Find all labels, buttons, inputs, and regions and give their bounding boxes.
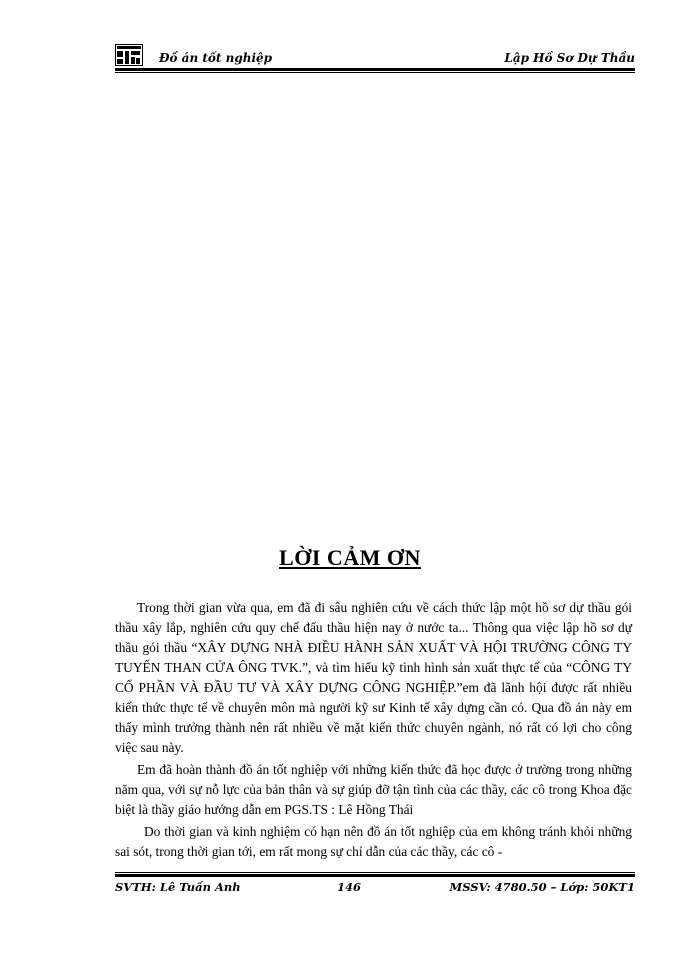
page-header [115, 44, 635, 68]
paragraph: Trong thời gian vừa qua, em đã đi sâu nghiên cứu về cách thức lập một hồ sơ dự thầu gói thầu xây lắp, nghiên cứu quy chế đấu thầu hiện nay ở nước ta... Thông qua việc lập hồ sơ dự thầu gói thầu “XÂY DỰNG NHÀ ĐIỀU HÀNH SẢN XUẤT VÀ HỘI TRƯỜNG CÔNG TY TUYỂN THAN CỬA ÔNG TVK.”, và tìm hiểu kỹ tình hình sản xuất thực tế của “CÔNG TY CỔ PHẦN VÀ ĐẦU TƯ VÀ XÂY DỰNG CÔNG NGHIỆP.”em đã lãnh hội được rất nhiều kiến thức thực tế về chuyên môn mà người kỹ sư Kinh tế xây dựng cần có. Qua đồ án này em thấy mình trưởng thành nên rất nhiều về mặt kiến thức chuyên ngành, nó rất có lợi cho công việc sau này. [115, 600, 632, 755]
header-document-type: Đồ án tốt nghiệp [159, 51, 273, 65]
paragraph: Do thời gian và kinh nghiệm có hạn nên đồ án tốt nghiệp của em không tránh khỏi những sai sót, trong thời gian tới, em rất mong sự chỉ dẫn của các thầy, các cô - [115, 824, 632, 859]
university-logo-icon [115, 44, 143, 66]
footer-rule [115, 872, 635, 877]
header-topic: Lập Hồ Sơ Dự Thầu [504, 51, 635, 65]
body-text [115, 598, 632, 862]
footer-student-name: SVTH: Lê Tuấn Anh [115, 880, 241, 894]
header-rule [115, 68, 635, 73]
page-title: LỜI CẢM ƠN [279, 545, 421, 570]
page-number: 146 [337, 880, 362, 894]
page-footer [115, 880, 635, 898]
paragraph: Em đã hoàn thành đồ án tốt nghiệp với những kiến thức đã học được ở trường trong những năm qua, với sự nỗ lực của bản thân và sự giúp đỡ tận tình của các thầy, các cô trong Khoa đặc biệt là thầy giáo hướng dẫn em PGS.TS : Lê Hồng Thái [115, 762, 632, 817]
footer-student-id: MSSV: 4780.50 – Lớp: 50KT1 [449, 880, 635, 894]
